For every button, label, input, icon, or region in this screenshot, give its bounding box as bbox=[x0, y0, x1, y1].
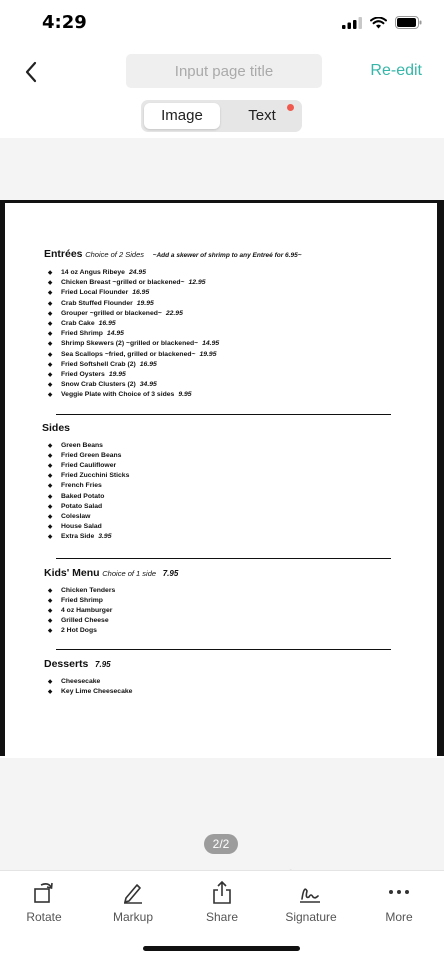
top-navigation bbox=[0, 48, 444, 138]
menu-item: ◆ Fried Green Beans bbox=[44, 451, 404, 461]
more-icon bbox=[386, 879, 412, 905]
menu-item: ◆ Crab Cake 16.95 bbox=[44, 319, 404, 329]
desserts-heading bbox=[44, 658, 404, 670]
menu-item: ◆ Fried Shrimp 14.95 bbox=[44, 329, 404, 339]
more-label: More bbox=[385, 910, 413, 924]
tab-image[interactable]: Image bbox=[144, 103, 220, 129]
signature-icon bbox=[296, 879, 326, 905]
sides-title: Sides bbox=[42, 421, 71, 434]
menu-content bbox=[44, 248, 404, 697]
desserts-list bbox=[44, 677, 404, 697]
menu-item: ◆ Snow Crab Clusters (2) 34.95 bbox=[44, 380, 404, 390]
menu-item: ◆ 2 Hot Dogs bbox=[44, 626, 404, 636]
pencil-icon bbox=[120, 879, 146, 905]
entrees-title: Entrées bbox=[44, 248, 83, 260]
kids-heading bbox=[44, 567, 404, 579]
menu-item: ◆ Fried Oysters 19.95 bbox=[44, 370, 404, 380]
menu-item: ◆ Fried Zucchini Sticks bbox=[44, 471, 404, 481]
menu-item: ◆ Fried Shrimp bbox=[44, 596, 404, 606]
kids-title: Kids' Menu bbox=[44, 566, 100, 579]
menu-item: ◆ Potato Salad bbox=[44, 502, 404, 512]
scan-border-left bbox=[0, 203, 5, 756]
page-indicator: 2/2 bbox=[204, 834, 238, 854]
section-divider bbox=[56, 414, 391, 415]
desserts-price: 7.95 bbox=[95, 659, 111, 669]
share-label: Share bbox=[205, 910, 239, 924]
menu-item: ◆ House Salad bbox=[44, 522, 404, 532]
scan-border-top bbox=[0, 200, 444, 203]
view-mode-toggle bbox=[141, 100, 302, 132]
menu-item: ◆ Grilled Cheese bbox=[44, 616, 404, 626]
markup-label: Markup bbox=[112, 910, 153, 924]
section-divider bbox=[56, 649, 391, 650]
menu-item: ◆ Extra Side 3.95 bbox=[44, 532, 404, 542]
kids-note: Choice of 1 side bbox=[102, 568, 157, 578]
home-indicator[interactable] bbox=[143, 946, 300, 951]
menu-item: ◆ Fried Cauliflower bbox=[44, 461, 404, 471]
back-button[interactable] bbox=[18, 58, 46, 86]
cellular-signal-icon bbox=[342, 17, 362, 29]
menu-item: ◆ Crab Stuffed Flounder 19.95 bbox=[44, 299, 404, 309]
rotate-button[interactable] bbox=[4, 879, 84, 924]
tab-text[interactable]: Text bbox=[248, 107, 276, 124]
page-title-input[interactable] bbox=[126, 54, 322, 88]
signature-button[interactable] bbox=[271, 879, 351, 924]
rotate-icon bbox=[31, 879, 57, 905]
status-bar bbox=[0, 0, 444, 48]
menu-item: ◆ Chicken Breast ~grilled or blackened~ 12.95 bbox=[44, 278, 404, 288]
wifi-icon bbox=[370, 17, 387, 29]
menu-item: ◆ Baked Potato bbox=[44, 492, 404, 502]
re-edit-button[interactable]: Re-edit bbox=[370, 62, 422, 79]
menu-item: ◆ Coleslaw bbox=[44, 512, 404, 522]
menu-item: ◆ Chicken Tenders bbox=[44, 586, 404, 596]
menu-item: ◆ Fried Softshell Crab (2) 16.95 bbox=[44, 360, 404, 370]
menu-item: ◆ Grouper ~grilled or blackened~ 22.95 bbox=[44, 309, 404, 319]
share-icon bbox=[209, 879, 235, 905]
rotate-label: Rotate bbox=[26, 910, 62, 924]
signature-label: Signature bbox=[285, 910, 337, 924]
sides-heading bbox=[42, 422, 404, 434]
status-time: 4:29 bbox=[42, 12, 87, 33]
menu-item: ◆ 14 oz Angus Ribeye 24.95 bbox=[44, 268, 404, 278]
entrees-list bbox=[44, 268, 404, 401]
menu-item: ◆ Green Beans bbox=[44, 441, 404, 451]
section-divider bbox=[56, 558, 391, 559]
kids-price: 7.95 bbox=[162, 568, 179, 578]
menu-item: ◆ French Fries bbox=[44, 481, 404, 491]
more-button[interactable] bbox=[359, 879, 439, 924]
menu-item: ◆ Veggie Plate with Choice of 3 sides 9.95 bbox=[44, 390, 404, 400]
entrees-note: Choice of 2 Sides bbox=[85, 250, 144, 259]
kids-list bbox=[44, 586, 404, 637]
menu-item: ◆ Fried Local Flounder 16.95 bbox=[44, 288, 404, 298]
menu-item: ◆ Key Lime Cheesecake bbox=[44, 687, 404, 697]
desserts-title: Desserts bbox=[44, 657, 89, 670]
menu-item: ◆ Cheesecake bbox=[44, 677, 404, 687]
menu-item: ◆ Sea Scallops ~fried, grilled or blackened~ 19.95 bbox=[44, 350, 404, 360]
menu-item: ◆ Shrimp Skewers (2) ~grilled or blackened~ 14.95 bbox=[44, 339, 404, 349]
scan-border-right bbox=[437, 200, 444, 756]
menu-item: ◆ 4 oz Hamburger bbox=[44, 606, 404, 616]
markup-button[interactable] bbox=[93, 879, 173, 924]
sides-list bbox=[44, 441, 404, 543]
share-button[interactable] bbox=[182, 879, 262, 924]
status-icons bbox=[342, 16, 422, 29]
notification-dot bbox=[287, 104, 294, 111]
entrees-note-skewer: ~Add a skewer of shrimp to any Entreé for 6.95~ bbox=[152, 252, 302, 259]
battery-icon bbox=[395, 16, 422, 29]
entrees-heading bbox=[44, 248, 404, 260]
chevron-left-icon bbox=[18, 58, 46, 86]
